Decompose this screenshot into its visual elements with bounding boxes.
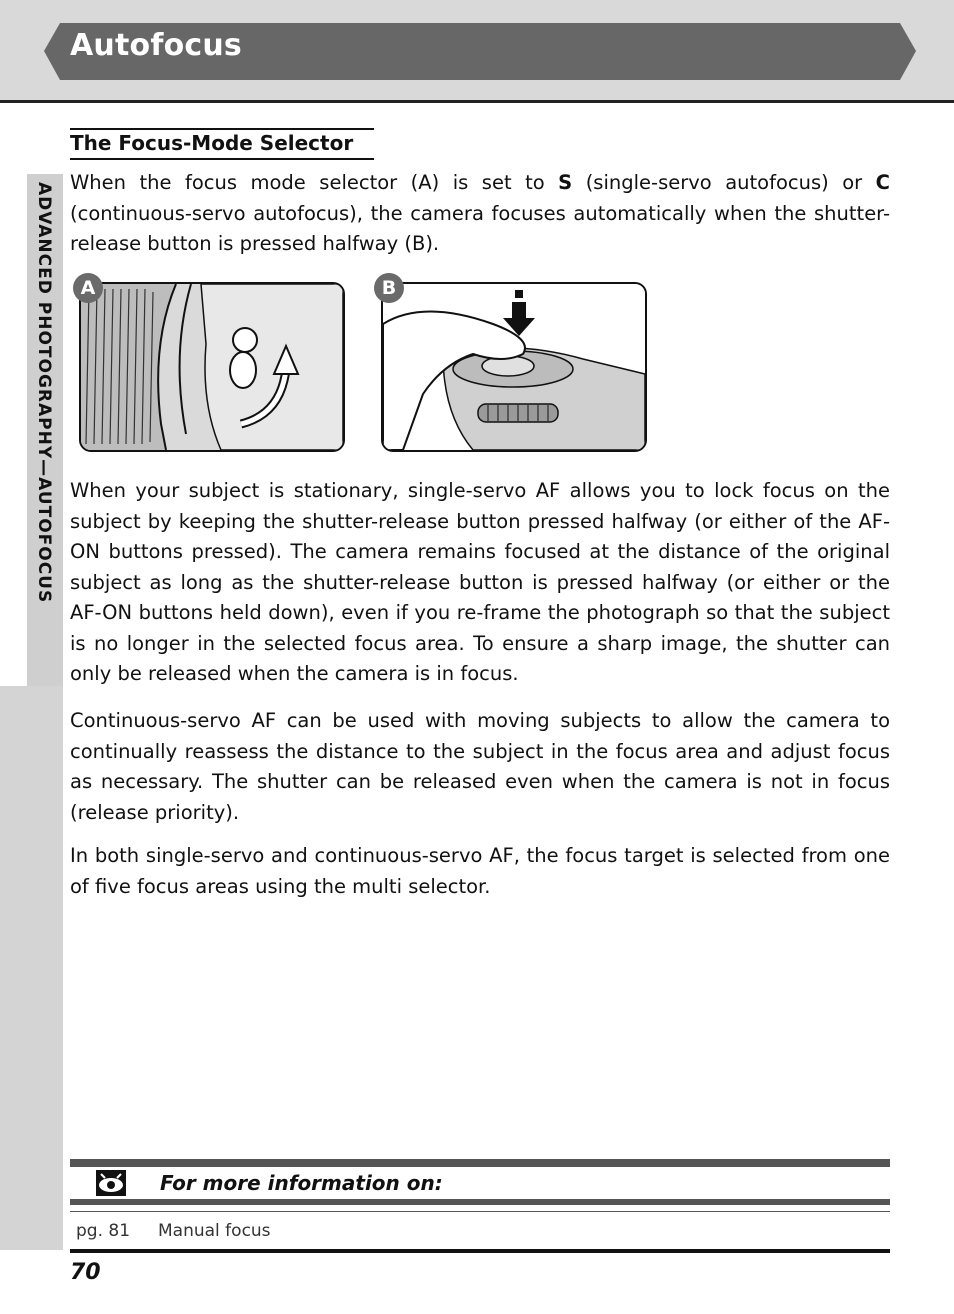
more-info-box bbox=[70, 1159, 890, 1253]
info-rule bbox=[70, 1199, 890, 1205]
mode-c-label: C bbox=[875, 171, 890, 194]
info-page-ref[interactable]: pg. 81 bbox=[76, 1220, 131, 1241]
info-heading bbox=[70, 1167, 890, 1199]
mode-s-label: S bbox=[558, 171, 573, 194]
page-title: Autofocus bbox=[70, 28, 242, 63]
paragraph-single-servo: When your subject is stationary, single-servo AF allows you to lock focus on the subject by keeping the shutter-release button pressed halfway (or either of the AF-ON buttons pressed). The camera remains focused at the distance of the original subject as long as the shutter-release button is pressed halfway (or either or the AF-ON buttons held down), even if you re-frame the photograph so that the subject is no longer in the selected focus area. To ensure a sharp image, the shutter can only be released when the camera is in focus. bbox=[70, 479, 890, 685]
info-title: For more information on: bbox=[160, 1171, 443, 1195]
chapter-label: ADVANCED PHOTOGRAPHY—AUTOFOCUS bbox=[34, 182, 54, 604]
page-number: 70 bbox=[70, 1260, 101, 1285]
figure-shutter-release bbox=[381, 282, 647, 452]
side-strip bbox=[0, 686, 63, 1250]
intro-text-1: When the focus mode selector (A) is set to bbox=[70, 171, 559, 194]
info-bottom-rule bbox=[70, 1249, 890, 1253]
info-top-rule bbox=[70, 1159, 890, 1167]
info-row bbox=[70, 1212, 890, 1249]
figure-focus-mode-selector bbox=[79, 282, 345, 452]
figure-a-badge: A bbox=[73, 273, 103, 303]
focus-selector-illustration bbox=[81, 284, 343, 450]
intro-text-2: (single-servo autofocus) or bbox=[572, 171, 876, 194]
info-topic: Manual focus bbox=[158, 1220, 271, 1241]
intro-text-3: (continuous-servo autofocus), the camera focuses automatically when the shutter-release button is pressed halfway (B). bbox=[70, 201, 890, 255]
shutter-release-illustration bbox=[383, 284, 645, 450]
paragraph-focus-areas: In both single-servo and continuous-servo AF, the focus target is selected from one of five focus areas using the multi selector. bbox=[70, 844, 890, 898]
paragraph-continuous-servo: Continuous-servo AF can be used with moving subjects to allow the camera to continually reassess the distance to the subject in the focus area and adjust focus as necessary. The shutter can be released even when the camera is not in focus (release priority). bbox=[70, 709, 890, 824]
section-title: The Focus-Mode Selector bbox=[70, 128, 374, 160]
eye-icon bbox=[96, 1170, 126, 1196]
intro-paragraph bbox=[70, 168, 890, 260]
figure-b-badge: B bbox=[374, 273, 404, 303]
